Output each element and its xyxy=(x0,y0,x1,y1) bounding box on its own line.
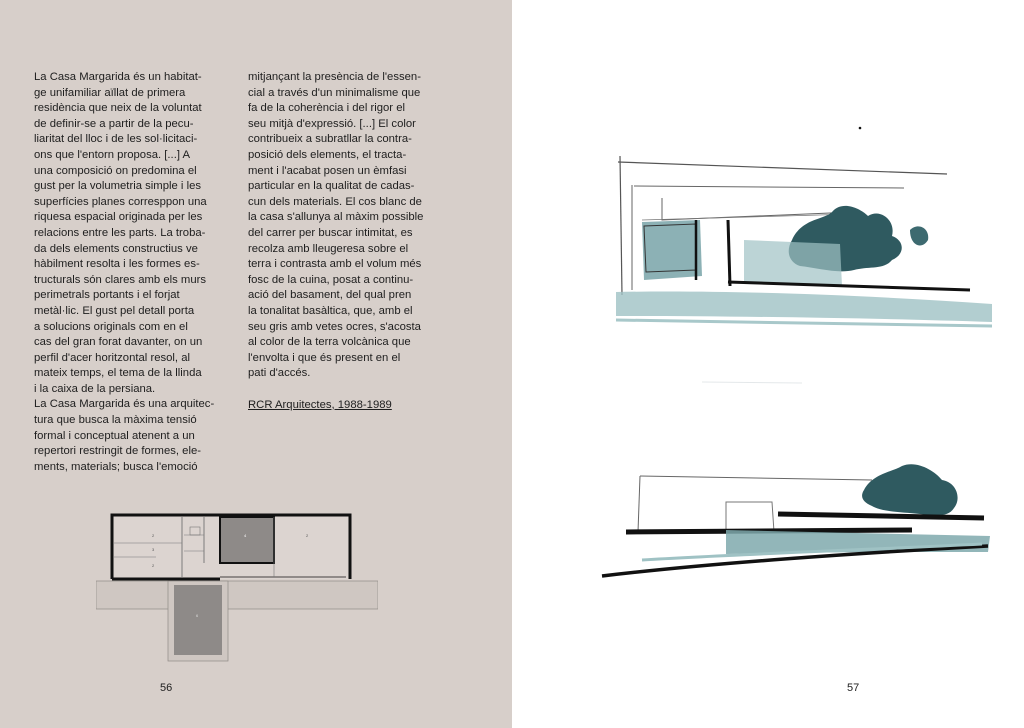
text-line: particular en la qualitat de cadas- xyxy=(248,180,415,193)
text-line: contribueix a subratllar la contra- xyxy=(248,133,412,146)
text-line: terra i contrasta amb el volum més xyxy=(248,258,422,271)
text-line: mateix temps, el tema de la llinda xyxy=(34,367,202,380)
text-line: ació del basament, del qual pren xyxy=(248,289,412,302)
text-line: i la caixa de la persiana. xyxy=(34,382,156,395)
plan-label-2: 3 xyxy=(152,547,155,552)
plan-pool-water xyxy=(174,585,222,655)
watercolor-sketch-top xyxy=(592,90,1012,390)
text-line: fa de la coherència i del rigor el xyxy=(248,102,405,115)
right-page xyxy=(512,0,1024,728)
architect-credit: RCR Arquitectes, 1988-1989 xyxy=(248,398,392,411)
text-line: ments, materials; busca l'emoció xyxy=(34,460,198,473)
text-line: del carrer per buscar intimitat, es xyxy=(248,226,413,239)
text-line: repertori restringit de formes, ele- xyxy=(34,445,202,458)
plan-label-3: 2 xyxy=(152,563,155,568)
text-line: cun dels materials. El cos blanc de xyxy=(248,195,422,208)
text-column-2 xyxy=(248,70,438,413)
text-line: relacions entre les parts. La troba- xyxy=(34,226,206,239)
bottom-trees-wash xyxy=(862,464,958,515)
text-line: cas del gran forat davanter, on un xyxy=(34,336,203,349)
text-line: residència que neix de la voluntat xyxy=(34,102,202,115)
text-line: perimetrals portants i el forjat xyxy=(34,289,180,302)
text-line: recolza amb lleugeresa sobre el xyxy=(248,242,409,255)
text-line: mitjançant la presència de l'essen- xyxy=(248,71,421,83)
text-line: cial a través d'un minimalisme que xyxy=(248,86,421,99)
text-line: al color de la terra volcànica que xyxy=(248,336,411,349)
text-line: l'envolta i que és present en el xyxy=(248,351,401,364)
plan-label-4: 4 xyxy=(244,533,247,538)
page-number-left: 56 xyxy=(160,682,173,694)
text-line: da dels elements constructius ve xyxy=(34,242,198,255)
text-line: tura que busca la màxima tensió xyxy=(34,414,197,427)
text-line: fosc de la cuina, posat a continu- xyxy=(248,273,414,286)
text-line: formal i conceptual atenent a un xyxy=(34,429,195,442)
text-line: La Casa Margarida és un habitat- xyxy=(34,71,202,83)
text-line: riquesa espacial originada per les xyxy=(34,211,203,224)
text-line: a solucions originals com en el xyxy=(34,320,188,333)
text-line: perfil d'acer horitzontal resol, al xyxy=(34,351,190,364)
plan-platform xyxy=(96,581,378,609)
floor-plan xyxy=(96,505,378,665)
text-column-1 xyxy=(34,70,224,475)
text-line: la tonalitat basàltica, que, amb el xyxy=(248,304,413,317)
text-line: seu gris amb vetes ocres, s'acosta xyxy=(248,320,421,333)
plan-label-6: 6 xyxy=(196,613,199,618)
plan-label-1: 2 xyxy=(152,533,155,538)
text-line: ment i l'acabat posen un èmfasi xyxy=(248,164,407,177)
text-line: una composició on predomina el xyxy=(34,164,197,177)
page-number-right: 57 xyxy=(847,682,860,694)
plan-patio xyxy=(220,517,274,563)
text-line: la casa s'allunya al màxim possible xyxy=(248,211,424,224)
text-line: posició dels elements, el tracta- xyxy=(248,148,407,161)
text-line: de definir-se a partir de la pecu- xyxy=(34,117,194,130)
text-line: hàbilment resolta i les formes es- xyxy=(34,258,200,271)
text-line: superfícies planes corresppon una xyxy=(34,195,207,208)
watercolor-sketch-bottom xyxy=(582,440,1012,620)
ground-wash xyxy=(616,292,992,323)
text-line: La Casa Margarida és una arquitec- xyxy=(34,398,215,411)
text-line: liaritat del lloc i de les sol·licitaci- xyxy=(34,133,198,146)
text-line: ons que l'entorn proposa. [...] A xyxy=(34,148,191,161)
text-line: seu mitjà d'expressió. [...] El color xyxy=(248,117,416,130)
text-line: pati d'accés. xyxy=(248,367,311,380)
text-line: ge unifamiliar aïllat de primera xyxy=(34,86,186,99)
text-line: gust per la volumetria simple i les xyxy=(34,180,202,193)
plan-label-5: 2 xyxy=(306,533,309,538)
text-line: tructurals són clares amb els murs xyxy=(34,273,207,286)
text-line: metàl·lic. El gust pel detall porta xyxy=(34,304,195,317)
